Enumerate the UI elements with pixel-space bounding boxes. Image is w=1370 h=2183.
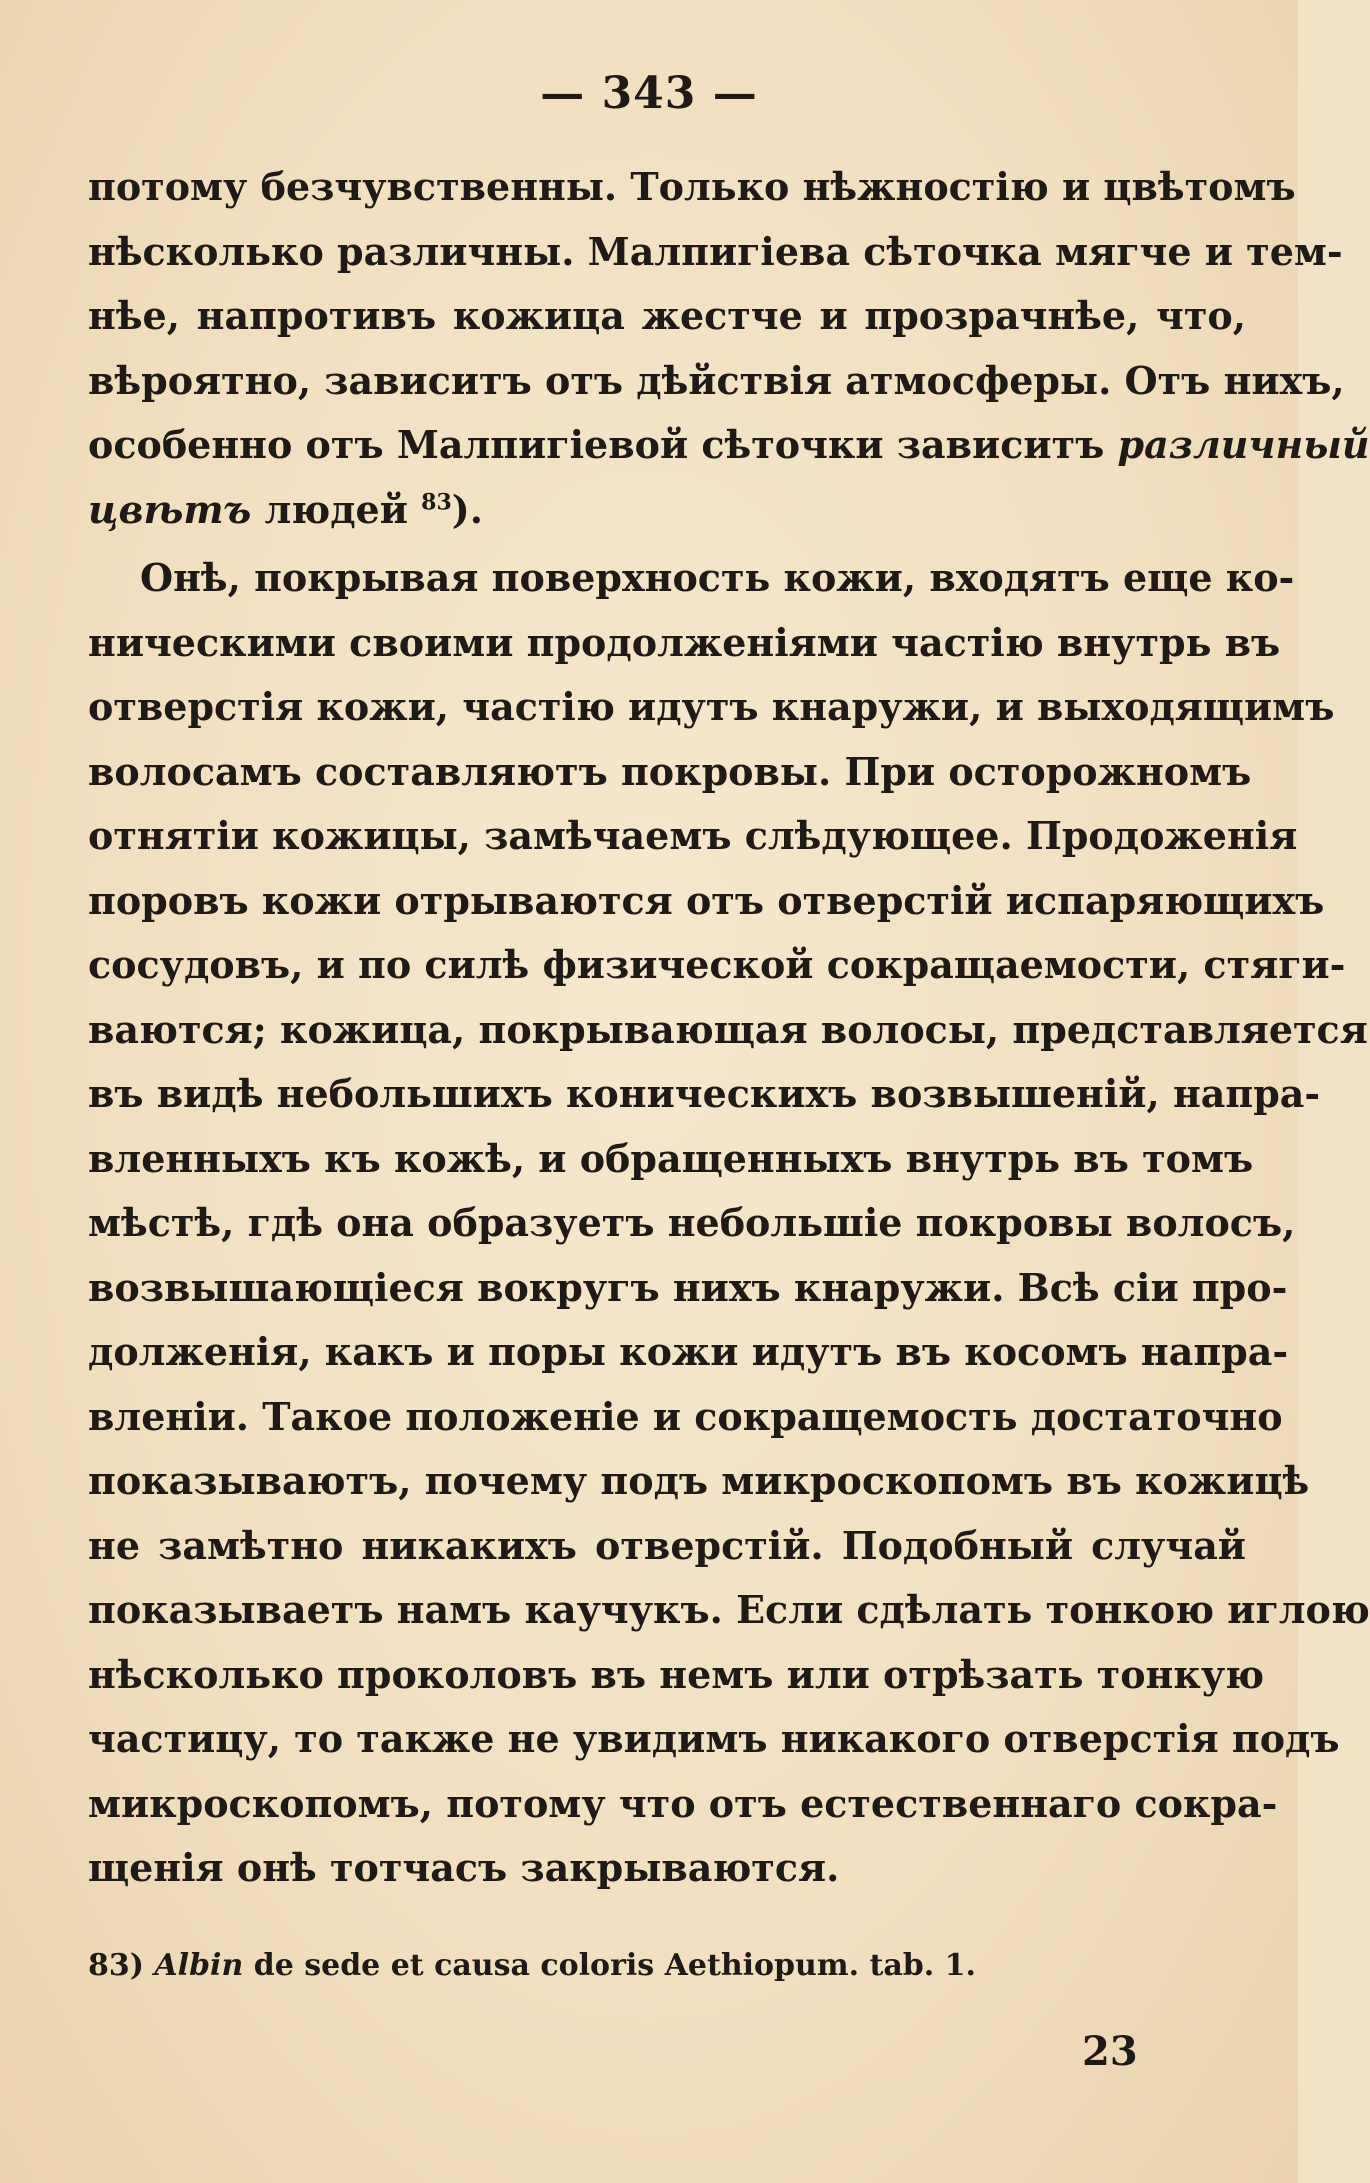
- text-line: нѣсколько проколовъ въ немъ или отрѣзать тонкую: [88, 1651, 1265, 1697]
- page-number: — 343 —: [540, 68, 758, 119]
- text-line: вленныхъ къ кожѣ, и обращенныхъ внутрь въ томъ: [88, 1135, 1254, 1181]
- text-line: отнятіи кожицы, замѣчаемъ слѣдующее. Продоженія: [88, 813, 1298, 858]
- paragraph-1: [88, 155, 1370, 542]
- text-line: вленіи. Такое положеніе и сокращемость достаточно: [88, 1393, 1283, 1439]
- footnote-number: 83): [88, 1948, 144, 1983]
- italic-term: различный: [1117, 422, 1370, 467]
- text-span: людей: [264, 486, 408, 532]
- text-line: волосамъ составляютъ покровы. При осторожномъ: [88, 748, 1252, 794]
- text-line: [88, 478, 1246, 543]
- text-line: микроскопомъ, потому что отъ естественнаго сокра-: [88, 1780, 1278, 1826]
- text-line: ваются; кожица, покрывающая волосы, представляется: [88, 1006, 1368, 1052]
- text-span: особенно отъ Малпигіевой сѣточки зависитъ: [88, 422, 1105, 467]
- text-line: щенія онѣ тотчасъ закрываются.: [88, 1845, 840, 1890]
- text-line: нѣсколько различны. Малпигіева сѣточка мягче и тем-: [88, 228, 1343, 274]
- text-line: ническими своими продолженіями частію внутрь въ: [88, 619, 1281, 665]
- text-span: ).: [451, 486, 483, 532]
- text-line: отверстія кожи, частію идутъ кнаружи, и выходящимъ: [88, 684, 1335, 729]
- text-line: [88, 413, 1370, 478]
- text-line: показываетъ намъ каучукъ. Если сдѣлать тонкою иглою: [88, 1587, 1370, 1632]
- text-line: поровъ кожи отрываются отъ отверстій испаряющихъ: [88, 877, 1325, 923]
- text-line: въ видѣ небольшихъ коническихъ возвышеній, напра-: [88, 1071, 1321, 1116]
- footnote: [88, 1948, 976, 1983]
- text-line: показываютъ, почему подъ микроскопомъ въ кожицѣ: [88, 1458, 1310, 1503]
- text-line: долженія, какъ и поры кожи идутъ въ косомъ напра-: [88, 1329, 1289, 1374]
- text-line: потому безчувственны. Только нѣжностію и цвѣтомъ: [88, 164, 1296, 209]
- text-line: вѣроятно, зависитъ отъ дѣйствія атмосферы. Отъ нихъ,: [88, 357, 1345, 403]
- signature-mark: 23: [1082, 2028, 1138, 2075]
- footnote-author: Albin: [154, 1948, 244, 1983]
- text-line: мѣстѣ, гдѣ она образуетъ небольшіе покровы волосъ,: [88, 1200, 1296, 1245]
- paragraph-2: [88, 546, 1370, 1901]
- text-line: частицу, то также не увидимъ никакого отверстія подъ: [88, 1716, 1340, 1761]
- footnote-text: de sede et causa coloris Aethiopum. tab. 1.: [253, 1948, 976, 1983]
- italic-term: цвѣтъ: [88, 486, 252, 532]
- text-line: возвышающіеся вокругъ нихъ кнаружи. Всѣ сіи про-: [88, 1264, 1288, 1310]
- text-line: сосудовъ, и по силѣ физической сокращаемости, стяги-: [88, 942, 1346, 987]
- text-line: не замѣтно никакихъ отверстій. Подобный случай: [88, 1522, 1246, 1568]
- text-line: нѣе, напротивъ кожица жестче и прозрачнѣе, что,: [88, 293, 1246, 338]
- text-line: Онѣ, покрывая поверхность кожи, входятъ еще ко-: [140, 555, 1295, 600]
- footnote-reference: 83: [421, 488, 452, 515]
